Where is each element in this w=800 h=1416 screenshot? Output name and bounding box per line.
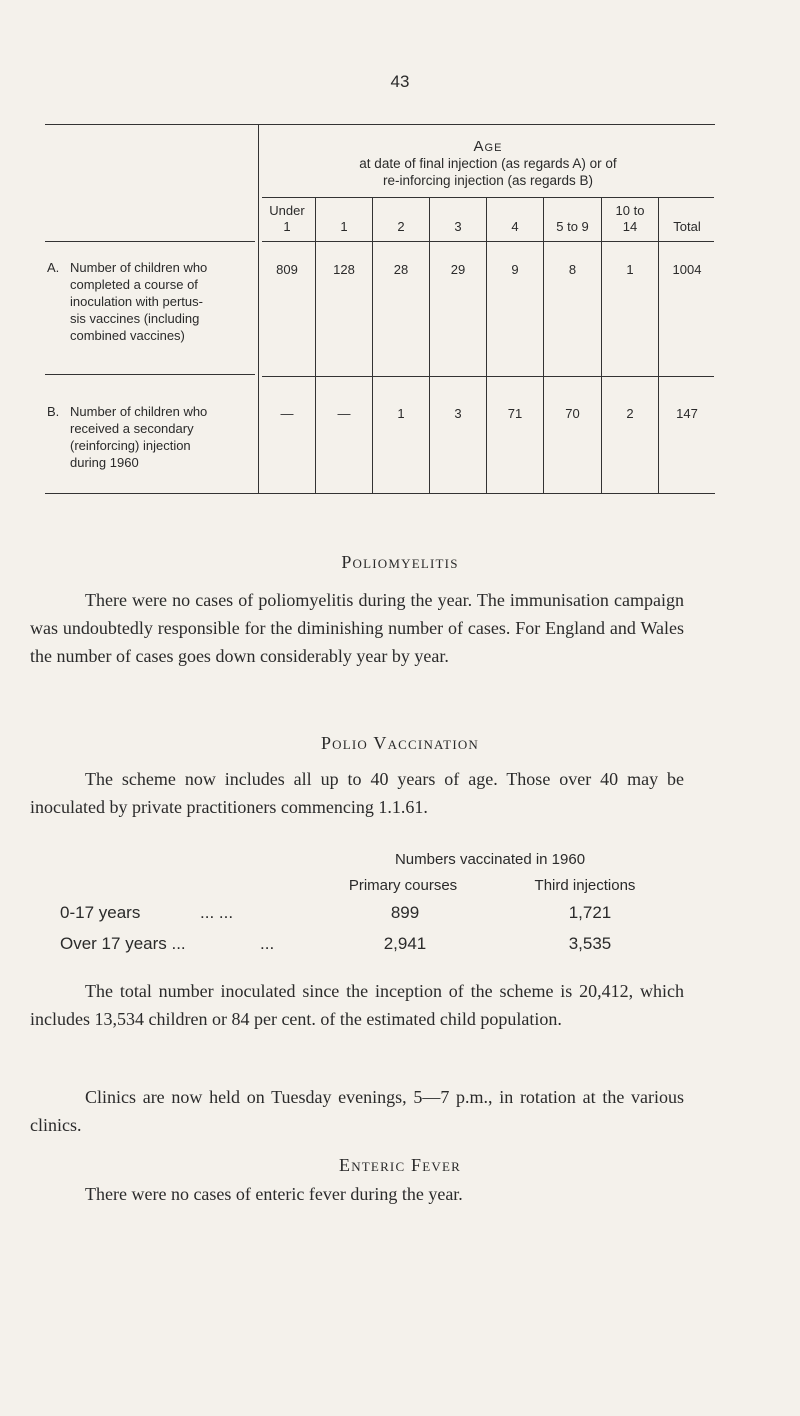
row-label: Number of children who completed a course of inoculation with pertus- sis vaccines (including combined vaccines) [70, 260, 208, 343]
column-header: 10 to 14 [615, 203, 645, 234]
pertussis-table [0, 0, 800, 520]
table-cell: 809 [276, 262, 298, 277]
column-divider [315, 197, 316, 493]
table-cell: 2 [626, 406, 634, 421]
table-cell: — [280, 406, 294, 421]
row-letter: B. [47, 404, 60, 419]
column-header-third: Third injections [534, 877, 636, 894]
column-header-primary: Primary courses [348, 877, 458, 894]
values-row-rule [262, 376, 714, 377]
column-divider [372, 197, 373, 493]
polio-vaccination-paragraph: The scheme now includes all up to 40 years of age. Those over 40 may be inoculated by private practitioners commencing 1.1.61. [30, 769, 684, 817]
leader-dots: ... [260, 934, 275, 953]
table-cell: 1 [397, 406, 405, 421]
row-label: Over 17 years ... [60, 934, 186, 953]
table-cell: 128 [333, 262, 355, 277]
column-header: Total [673, 219, 701, 234]
page-number: 43 [390, 72, 410, 91]
table-cell: 70 [565, 406, 580, 421]
column-header: 3 [454, 219, 462, 234]
enteric-fever-paragraph: There were no cases of enteric fever during the year. [85, 1184, 463, 1204]
table-cell: 29 [450, 262, 466, 277]
table-cell: 1,721 [568, 903, 612, 922]
column-header-rule [262, 241, 714, 242]
table-cell: 3 [454, 406, 462, 421]
table-top-rule [45, 124, 715, 125]
age-subheading-line2: re-inforcing injection (as regards B) [382, 173, 594, 188]
row-letter: A. [47, 260, 60, 275]
table-cell: 2,941 [383, 934, 427, 953]
age-header-rule [262, 197, 714, 198]
column-divider [429, 197, 430, 493]
table-bottom-rule [45, 493, 715, 494]
table-cell: — [337, 406, 351, 421]
label-column-divider [258, 124, 259, 493]
column-header: 2 [397, 219, 405, 234]
row-label: Number of children who received a secondary (reinforcing) injection during 1960 [70, 404, 208, 470]
total-inoculated-paragraph: The total number inoculated since the inception of the scheme is 20,412, which includes 13,534 children or 84 per cent. of the estimated child population. [30, 981, 684, 1029]
section-heading-polio-vaccination: Polio Vaccination [320, 733, 480, 753]
leader-dots: ... ... [200, 903, 234, 922]
table-cell: 9 [511, 262, 519, 277]
label-header-rule [45, 241, 255, 242]
section-heading-poliomyelitis: Poliomyelitis [341, 552, 459, 572]
age-heading: Age [473, 138, 503, 155]
table-cell: 147 [676, 406, 698, 421]
table-cell: 1 [626, 262, 634, 277]
clinics-paragraph: Clinics are now held on Tuesday evenings, 5—7 p.m., in rotation at the various clinics. [30, 1087, 684, 1135]
column-divider [543, 197, 544, 493]
vaccination-table-title: Numbers vaccinated in 1960 [394, 851, 586, 868]
poliomyelitis-paragraph: There were no cases of poliomyelitis during the year. The immunisation campaign was undoubtedly responsible for the diminishing number of cases. For England and Wales the number of cases goes down considerably year by year. [30, 590, 684, 666]
label-row-rule [45, 374, 255, 375]
column-divider [601, 197, 602, 493]
column-header: 1 [340, 219, 348, 234]
column-divider [658, 197, 659, 493]
age-column-group-header [262, 138, 714, 189]
column-header: 4 [511, 219, 519, 234]
section-heading-enteric-fever: Enteric Fever [339, 1155, 461, 1175]
table-cell: 899 [390, 903, 420, 922]
column-header: 5 to 9 [556, 219, 589, 234]
table-cell: 1004 [672, 262, 702, 277]
table-cell: 3,535 [568, 934, 612, 953]
age-subheading-line1: at date of final injection (as regards A) or of [359, 156, 617, 171]
table-cell: 28 [393, 262, 409, 277]
column-header: Under 1 [269, 203, 305, 234]
table-cell: 71 [507, 406, 523, 421]
row-label: 0-17 years [60, 903, 141, 922]
column-divider [486, 197, 487, 493]
table-cell: 8 [568, 262, 577, 277]
